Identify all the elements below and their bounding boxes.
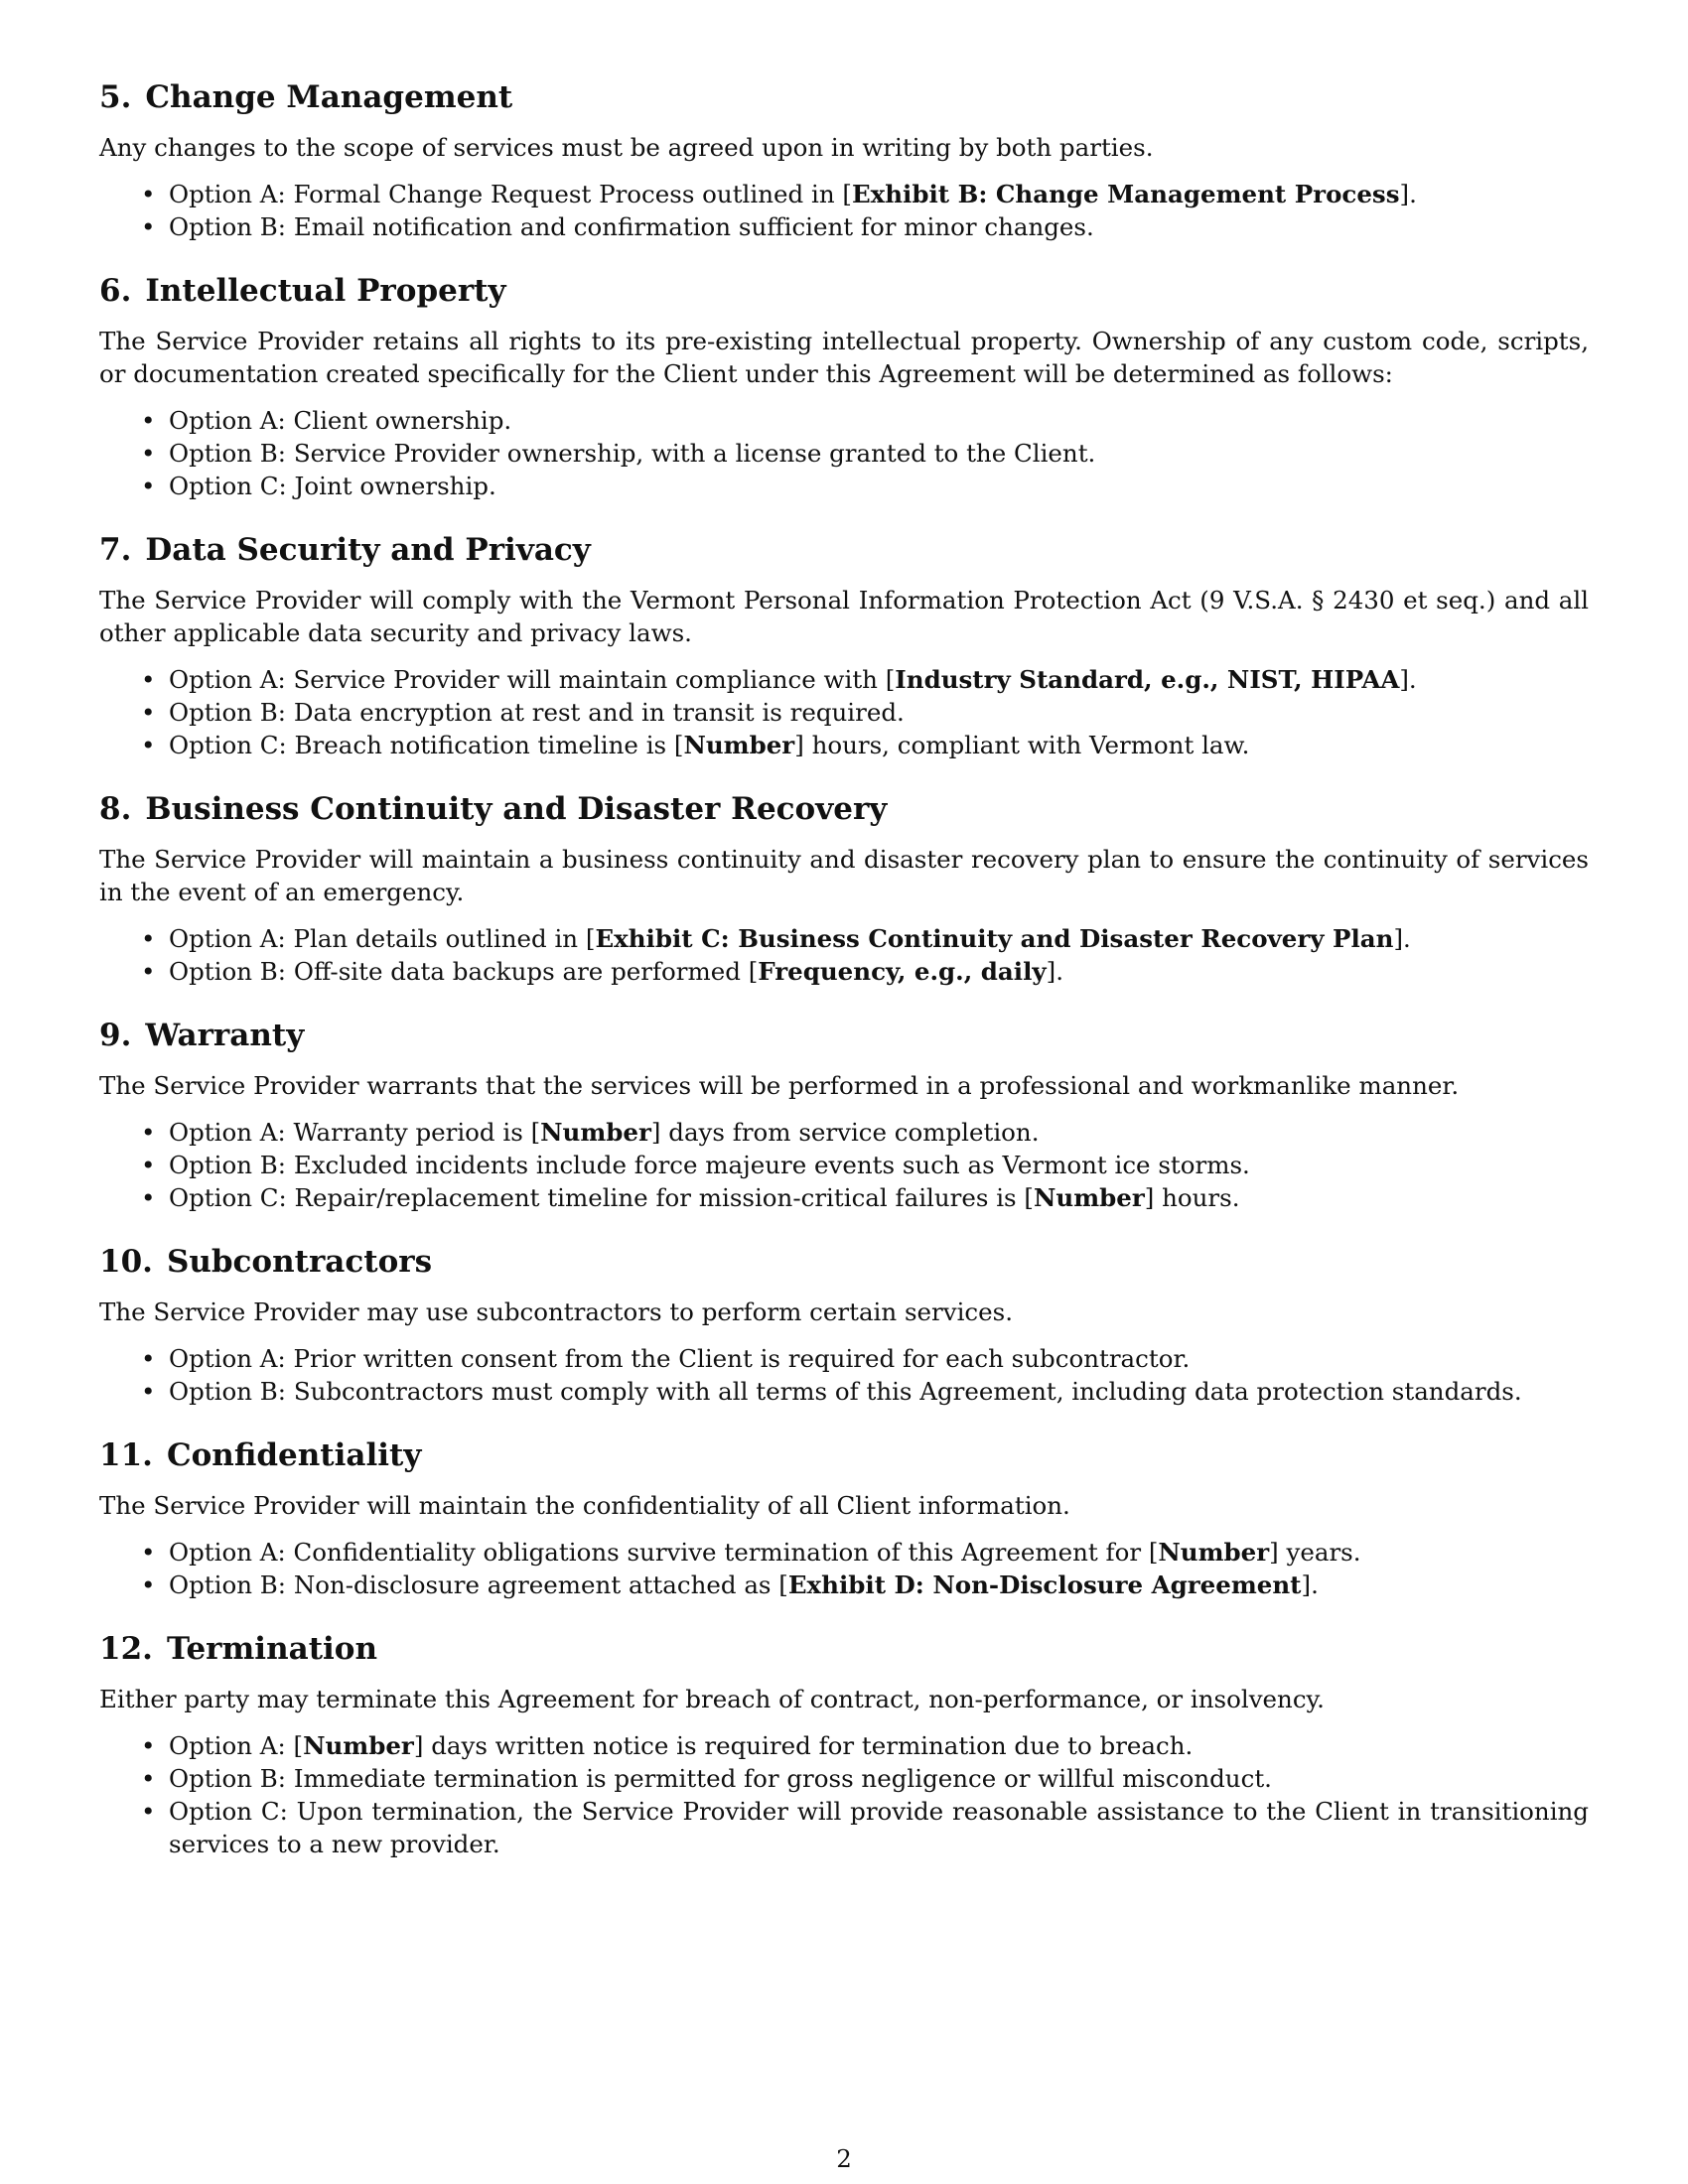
option-text: Option B: Non-disclosure agreement attached as [169, 1570, 779, 1599]
list-item [99, 1149, 1589, 1181]
section-number: 5. [99, 79, 132, 115]
option-list [99, 922, 1589, 988]
option-text: Option A: Confidentiality obligations survive termination of this Agreement for [169, 1538, 1149, 1567]
placeholder-field: Number [303, 1731, 414, 1760]
section-number: 12. [99, 1631, 153, 1667]
option-text: Option A: Prior written consent from the Client is required for each subcontractor. [169, 1344, 1191, 1373]
placeholder-field: Industry Standard, e.g., NIST, HIPAA [895, 665, 1400, 694]
option-list [99, 1536, 1589, 1601]
list-item: • Option A: Warranty period is [Number] days from service completion. [141, 1118, 1040, 1147]
placeholder-field: Number [1033, 1183, 1145, 1212]
list-item: • Option B: Non-disclosure agreement attached as [Exhibit D: Non-Disclosure Agreement]. [141, 1570, 1319, 1599]
section-title: Intellectual Property [145, 273, 506, 309]
option-text-after: days written notice is required for termination due to breach. [423, 1731, 1194, 1760]
placeholder-field: Number [540, 1118, 651, 1147]
section-title: Termination [166, 1631, 378, 1667]
section-number: 10. [99, 1244, 153, 1280]
option-text: Option B: Email notification and confirmation sufficient for minor changes. [169, 212, 1094, 241]
list-item [99, 1795, 1589, 1860]
option-list [99, 404, 1589, 502]
list-item [99, 437, 1589, 470]
list-item [99, 404, 1589, 437]
page-number: 2 [836, 2144, 852, 2173]
option-text: Option B: Subcontractors must comply with all terms of this Agreement, including data protection standards. [169, 1377, 1522, 1406]
list-item [99, 696, 1589, 729]
bullet-icon: • [141, 1764, 156, 1793]
placeholder-field: Exhibit B: Change Management Process [851, 180, 1400, 208]
placeholder-field: Frequency, e.g., daily [758, 957, 1047, 986]
section-heading [99, 271, 1589, 311]
section-title: Change Management [145, 79, 513, 115]
option-text: Option C: Upon termination, the Service Provider will provide reasonable assistance to the Client in transitioning services to a new provider. [169, 1797, 1589, 1858]
option-text: Option C: Joint ownership. [169, 472, 496, 500]
option-text-after: days from service completion. [660, 1118, 1040, 1147]
section-number: 6. [99, 273, 132, 309]
bullet-icon: • [141, 1151, 156, 1179]
option-text-after: years. [1278, 1538, 1361, 1567]
section-heading [99, 1016, 1589, 1055]
list-item [99, 1375, 1589, 1408]
option-text-after: . [1409, 180, 1417, 208]
placeholder-field: Exhibit C: Business Continuity and Disaster Recovery Plan [595, 924, 1394, 953]
list-item [99, 210, 1589, 243]
option-text: Option C: Repair/replacement timeline for mission-critical failures is [169, 1183, 1025, 1212]
list-item [99, 470, 1589, 502]
option-text: Option C: Breach notification timeline is [169, 731, 674, 759]
section-title: Warranty [145, 1018, 305, 1053]
section-heading [99, 77, 1589, 117]
bullet-icon: • [141, 1731, 156, 1760]
section-intro: The Service Provider warrants that the services will be performed in a professional and workmanlike manner. [99, 1071, 1460, 1100]
section-number: 11. [99, 1437, 153, 1473]
bullet-icon: • [141, 1570, 156, 1599]
section-12 [99, 1629, 1589, 1860]
list-item [99, 1342, 1589, 1375]
list-item: • Option A: Service Provider will maintain compliance with [Industry Standard, e.g., NIST, HIPAA]. [141, 665, 1417, 694]
bullet-icon: • [141, 731, 156, 759]
section-intro: Either party may terminate this Agreement for breach of contract, non-performance, or insolvency. [99, 1685, 1325, 1713]
section-title: Business Continuity and Disaster Recovery [145, 791, 888, 827]
list-item: • Option C: Repair/replacement timeline for mission-critical failures is [Number] hours. [141, 1183, 1240, 1212]
option-text: Option B: Service Provider ownership, with a license granted to the Client. [169, 439, 1096, 468]
section-heading [99, 1629, 1589, 1669]
bullet-icon: • [141, 439, 156, 468]
section-intro: The Service Provider retains all rights to its pre-existing intellectual property. Ownership of any custom code, scripts, or documentation created specifically for the Client under this Agreement will be determined as follows: [99, 327, 1589, 388]
option-list [99, 178, 1589, 243]
section-title: Data Security and Privacy [145, 532, 591, 568]
option-text-after: hours, compliant with Vermont law. [803, 731, 1250, 759]
bullet-icon: • [141, 698, 156, 727]
bullet-icon: • [141, 924, 156, 953]
option-list [99, 663, 1589, 761]
option-text: Option B: Off-site data backups are performed [169, 957, 749, 986]
section-number: 7. [99, 532, 132, 568]
section-title: Subcontractors [166, 1244, 433, 1280]
placeholder-field: Exhibit D: Non-Disclosure Agreement [787, 1570, 1302, 1599]
section-intro: The Service Provider will maintain the confidentiality of all Client information. [99, 1491, 1070, 1520]
list-item [99, 1762, 1589, 1795]
option-text-after: . [1408, 665, 1417, 694]
section-11 [99, 1435, 1589, 1601]
option-text: Option A: Warranty period is [169, 1118, 531, 1147]
bullet-icon: • [141, 957, 156, 986]
bullet-icon: • [141, 665, 156, 694]
section-9 [99, 1016, 1589, 1214]
option-text: Option B: Immediate termination is permitted for gross negligence or willful misconduct. [169, 1764, 1272, 1793]
option-text: Option A: Plan details outlined in [169, 924, 586, 953]
option-text: Option A: Formal Change Request Process outlined in [169, 180, 843, 208]
section-6 [99, 271, 1589, 502]
option-text: Option B: Excluded incidents include force majeure events such as Vermont ice storms. [169, 1151, 1250, 1179]
section-intro: Any changes to the scope of services must be agreed upon in writing by both parties. [99, 133, 1154, 162]
option-text-after: hours. [1154, 1183, 1240, 1212]
bullet-icon: • [141, 472, 156, 500]
list-item: • Option C: Breach notification timeline is [Number] hours, compliant with Vermont law. [141, 731, 1250, 759]
bullet-icon: • [141, 1118, 156, 1147]
bullet-icon: • [141, 1538, 156, 1567]
option-list [99, 1116, 1589, 1214]
section-5 [99, 77, 1589, 243]
option-text-after: . [1403, 924, 1411, 953]
bullet-icon: • [141, 1377, 156, 1406]
option-text-after: . [1311, 1570, 1319, 1599]
option-list [99, 1729, 1589, 1860]
option-text: Option A: [169, 1731, 294, 1760]
list-item: • Option A: Confidentiality obligations survive termination of this Agreement for [Number] years. [141, 1538, 1361, 1567]
section-heading [99, 789, 1589, 829]
option-list [99, 1342, 1589, 1408]
section-heading [99, 1242, 1589, 1282]
option-text-after: . [1055, 957, 1063, 986]
placeholder-field: Number [683, 731, 795, 759]
section-intro: The Service Provider may use subcontractors to perform certain services. [99, 1297, 1013, 1326]
section-8 [99, 789, 1589, 988]
list-item: • Option A: [Number] days written notice is required for termination due to breach. [141, 1731, 1194, 1760]
list-item: • Option B: Off-site data backups are performed [Frequency, e.g., daily]. [141, 957, 1063, 986]
section-intro: The Service Provider will comply with the Vermont Personal Information Protection Act (9 V.S.A. § 2430 et seq.) and all other applicable data security and privacy laws. [99, 586, 1589, 647]
section-intro: The Service Provider will maintain a business continuity and disaster recovery plan to ensure the continuity of services in the event of an emergency. [99, 845, 1589, 906]
list-item: • Option A: Plan details outlined in [Exhibit C: Business Continuity and Disaster Recovery Plan]. [141, 924, 1411, 953]
list-item: • Option A: Formal Change Request Process outlined in [Exhibit B: Change Management Process]. [141, 180, 1417, 208]
bullet-icon: • [141, 1183, 156, 1212]
option-text: Option B: Data encryption at rest and in transit is required. [169, 698, 905, 727]
bullet-icon: • [141, 1344, 156, 1373]
section-heading [99, 1435, 1589, 1475]
section-heading [99, 530, 1589, 570]
option-text: Option A: Service Provider will maintain compliance with [169, 665, 886, 694]
section-number: 8. [99, 791, 132, 827]
bullet-icon: • [141, 1797, 156, 1826]
section-10 [99, 1242, 1589, 1408]
section-7 [99, 530, 1589, 761]
bullet-icon: • [141, 406, 156, 435]
section-title: Confidentiality [166, 1437, 422, 1473]
bullet-icon: • [141, 212, 156, 241]
document-page [99, 77, 1589, 1860]
section-number: 9. [99, 1018, 132, 1053]
placeholder-field: Number [1158, 1538, 1270, 1567]
bullet-icon: • [141, 180, 156, 208]
option-text: Option A: Client ownership. [169, 406, 512, 435]
